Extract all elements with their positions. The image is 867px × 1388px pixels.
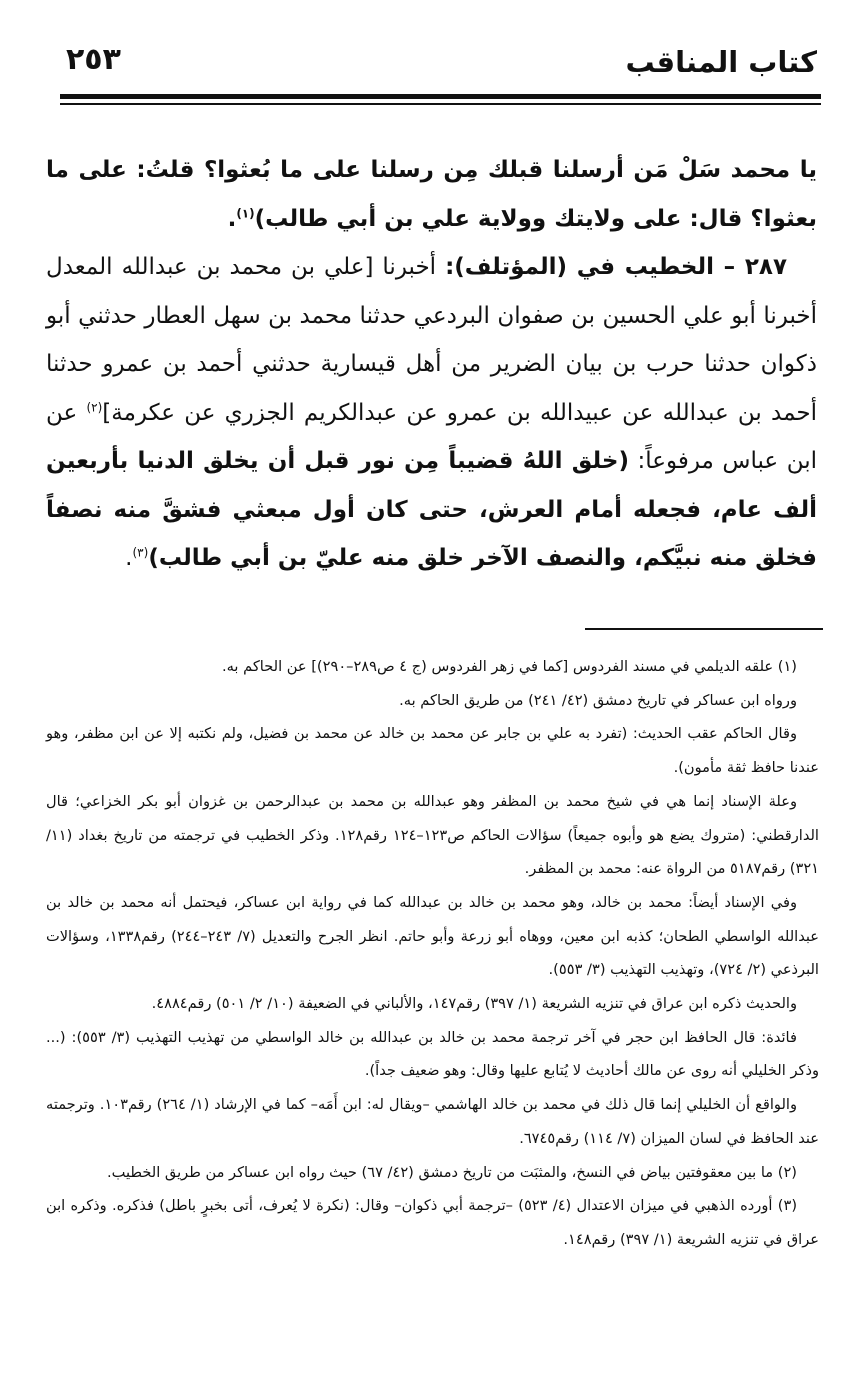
footnote-1-line: فائدة: قال الحافظ ابن حجر في آخر ترجمة محمد بن خالد بن عبدالله بن خالد الواسطي من تهذيب التهذيب (٣/ ٥٥٣): (... وذكر الخليلي أنه روى عن مالك أحاديث لا يُتابع عليها وقال: وهو ضعيف جداً). — [46, 1028, 819, 1080]
footnote-1-line: وعلة الإسناد إنما هي في شيخ محمد بن المظفر وهو عبدالله بن محمد بن عبدالرحمن بن غزوان أبو بكر الخزاعي؛ قال الدارقطني: (متروك يضع هو وأبوه جميعاً) سؤالات الحاكم ص١٢٣–١٢٤ رقم١٢٨. وذكر الخطيب في ترجمته من تاريخ بغداد (١١/ ٣٢١) رقم٥١٨٧ من الرواة عنه: محمد بن المظفر. — [46, 792, 819, 878]
isnad-text: أخبرنا [علي بن محمد بن عبدالله المعدل أخبرنا أبو علي الحسين بن صفوان البردعي حدثنا محمد بن سهل العطار حدثني أبو ذكوان حدثنا حرب بن بيان الضرير من أهل قيسارية حدثني أحمد بن عمرو حدثنا أحمد بن عبدالله عن عبيدالله بن عمرو عن عبدالكريم الجزري عن عكرمة] — [46, 254, 818, 426]
footnote-ref-3: (٣) — [132, 545, 149, 560]
footnote-1: (١) علقه الديلمي في مسند الفردوس [كما في زهر الفردوس (ج ٤ ص٢٨٩–٢٩٠)] عن الحاكم به. — [221, 658, 797, 675]
footnote-separator — [585, 628, 823, 630]
book-title: كتاب المناقب — [625, 45, 817, 79]
page-number: ٢٥٣ — [66, 42, 121, 77]
footnote-ref-2: (٢) — [86, 399, 103, 414]
hadith-continuation: يا محمد سَلْ مَن أرسلنا قبلك مِن رسلنا على ما بُعثوا؟ قلتُ: على ما بعثوا؟ قال: على ولايتك وولاية علي بن أبي طالب) — [46, 157, 817, 232]
footnotes — [46, 650, 819, 1257]
header-rule-thin — [60, 103, 821, 105]
footnote-1-line: ورواه ابن عساكر في تاريخ دمشق (٤٢/ ٢٤١) من طريق الحاكم به. — [399, 691, 797, 709]
footnote-1-line: والحديث ذكره ابن عراق في تنزيه الشريعة (١/ ٣٩٧) رقم١٤٧، والألباني في الضعيفة (١٠/ ٢/ ٥٠١) رقم٤٨٨٤. — [151, 995, 797, 1013]
footnote-2: (٢) ما بين معقوفتين بياض في النسخ، والمثبَت من تاريخ دمشق (٤٢/ ٦٧) حيث رواه ابن عساكر من طريق الخطيب. — [107, 1163, 797, 1181]
footnote-1-line: وقال الحاكم عقب الحديث: (تفرد به علي بن جابر عن محمد بن خالد عن محمد بن فضيل، ولم نكتبه إلا عن ابن مظفر، وهو عندنا حافظ ثقة مأمون). — [46, 725, 819, 777]
isnad-tail: عن ابن عباس مرفوعاً: — [46, 399, 817, 474]
main-paragraph-1: يا محمد سَلْ مَن أرسلنا قبلك مِن رسلنا على ما بُعثوا؟ قلتُ: على ما بعثوا؟ قال: على ولايتك وولاية علي بن أبي طالب)$^{(١)}$. — [46, 157, 817, 232]
main-text — [46, 146, 817, 583]
footnote-ref-1: (١) — [236, 205, 255, 220]
entry-label: ٢٨٧ – الخطيب في (المؤتلف): — [445, 254, 787, 280]
header-rule-thick — [60, 94, 821, 99]
main-paragraph-2 — [46, 243, 817, 583]
page-header — [66, 30, 817, 90]
hadith-text: (خلق اللهُ قضيباً مِن نور قبل أن يخلق الدنيا بأربعين ألف عام، فجعله أمام العرش، حتى كان أول مبعثي فشقَّ منه نصفاً فخلق منه نبيَّكم، والنصف الآخر خلق منه عليّ بن أبي طالب) — [46, 448, 817, 571]
footnote-3: (٣) أورده الذهبي في ميزان الاعتدال (٤/ ٥٢٣) –ترجمة أبي ذكوان– وقال: (نكرة لا يُعرف، أتى بخبرٍ باطل) فذكره. وذكره ابن عراق في تنزيه الشريعة (١/ ٣٩٧) رقم١٤٨. — [46, 1197, 819, 1248]
paragraph-end: . — [125, 545, 133, 571]
footnote-1-line: وفي الإسناد أيضاً: محمد بن خالد، وهو محمد بن خالد بن عبدالله كما في رواية ابن عساكر، فيحتمل أنه محمد بن خالد بن عبدالله الواسطي الطحان؛ كذبه ابن معين، ووهاه أبو زرعة وأبو حاتم. انظر الجرح والتعديل (٧/ ٢٤٣–٢٤٤) رقم١٣٣٨، وسؤالات البرذعي (٢/ ٧٢٤)، وتهذيب التهذيب (٣/ ٥٥٣). — [46, 893, 820, 979]
footnote-1-line: والواقع أن الخليلي إنما قال ذلك في محمد بن خالد الهاشمي –ويقال له: ابن أَمَه– كما في الإرشاد (١/ ٢٦٤) رقم١٠٣. وترجمته عند الحافظ في لسان الميزان (٧/ ١١٤) رقم٦٧٤٥. — [46, 1096, 819, 1147]
